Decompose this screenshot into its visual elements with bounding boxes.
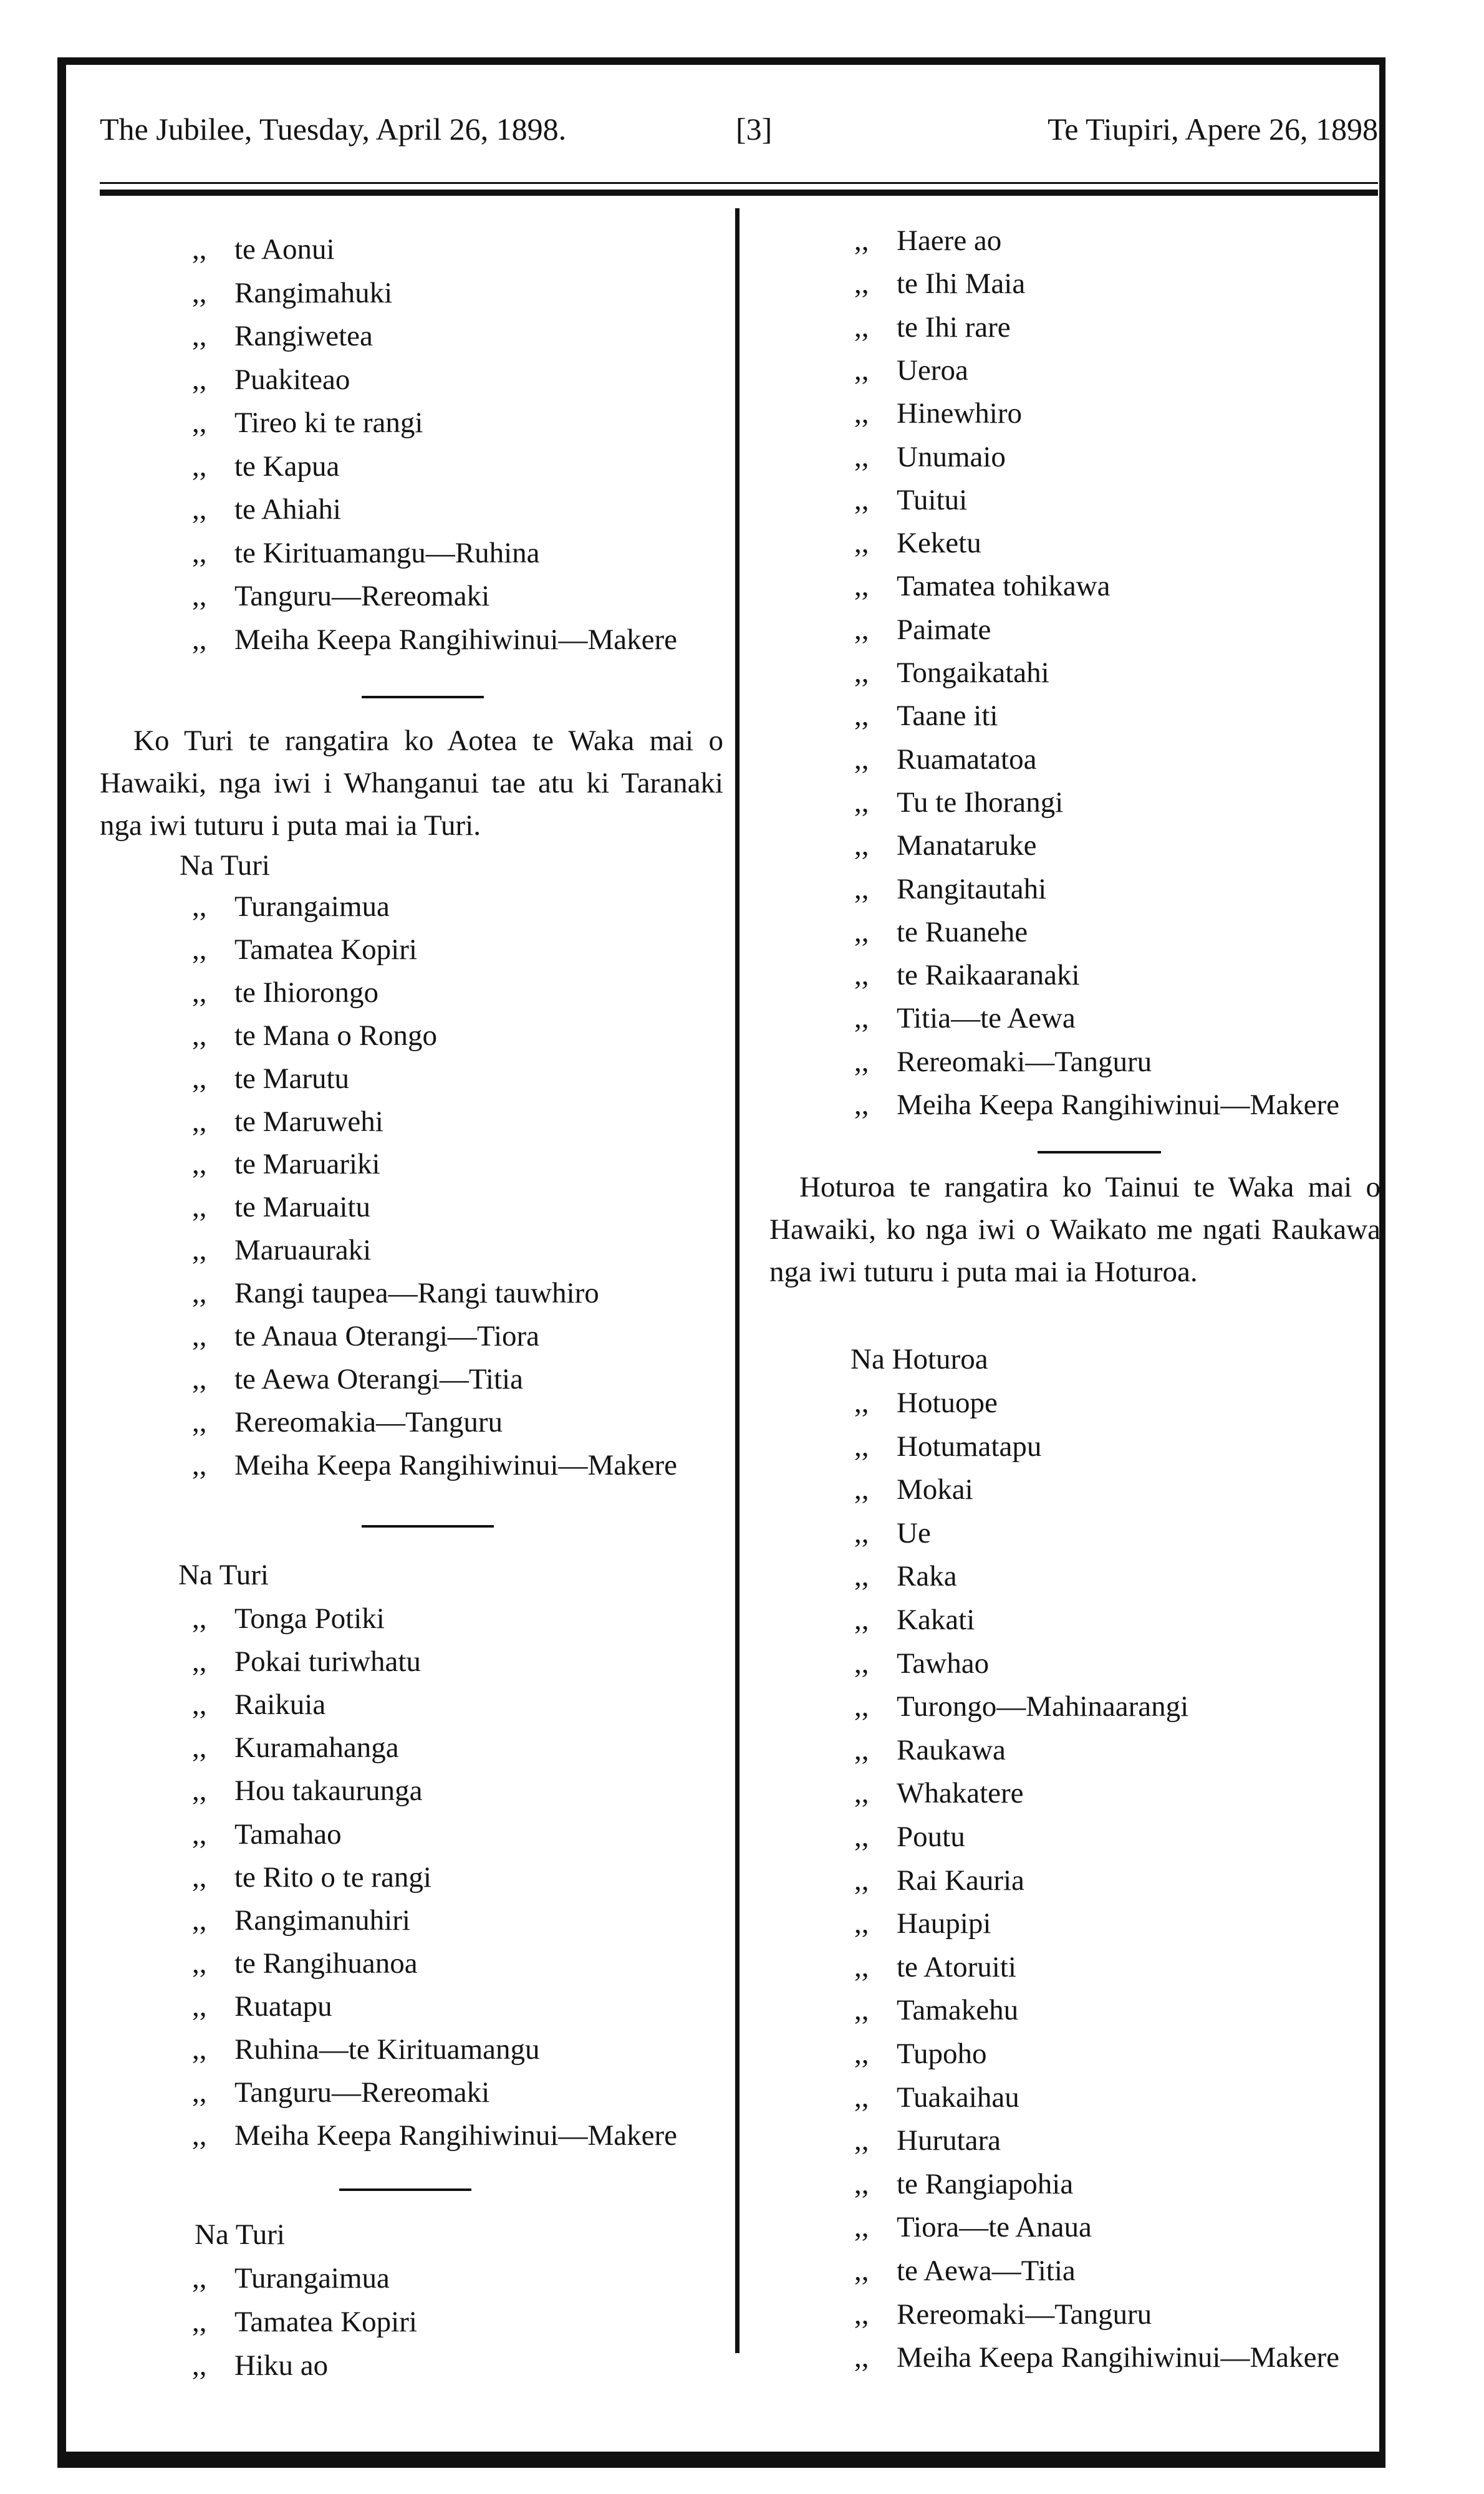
list-item [192,2260,390,2297]
list-item-text: Ruatapu [234,1990,332,2023]
list-item-text: Hotuope [897,1387,998,1419]
list-item-text: te Aonui [234,233,335,266]
list-item [854,524,981,562]
list-item [192,621,677,658]
list-item-text: te Kirituamangu—Ruhina [234,536,540,569]
list-item-text: Meiha Keepa Rangihiwinui—Makere [234,2119,678,2152]
list-item [192,361,350,398]
list-item [854,222,1001,259]
list-item [192,1902,410,1939]
list-item-text: Tireo ki te rangi [234,407,423,439]
list-item-text: Tiora—te Anaua [897,2211,1092,2244]
ditto-mark: ,, [854,786,869,819]
ditto-mark: ,, [854,397,869,430]
list-item [192,1317,539,1355]
list-item [192,534,539,572]
ditto-mark: ,, [854,657,869,689]
ditto-mark: ,, [854,1002,869,1035]
ditto-mark: ,, [854,700,869,733]
list-item [854,827,1036,864]
list-item-text: Meiha Keepa Rangihiwinui—Makere [897,1089,1340,1121]
ditto-mark: ,, [192,2306,207,2338]
list-item [854,1471,973,1508]
ditto-mark: ,, [192,1602,207,1635]
list-item-text: Mokai [897,1473,973,1506]
ditto-mark: ,, [192,2119,207,2152]
header-right-title: Te Tiupiri, Apere 26, 1898 [1048,112,1378,147]
ditto-mark: ,, [192,2033,207,2066]
list-item-text: Tongaikatahi [897,657,1049,689]
list-item [854,395,1022,432]
list-item [192,1274,599,1312]
ditto-mark: ,, [854,354,869,387]
list-item-text: te Anaua Oterangi—Tiora [234,1320,540,1352]
list-item-text: Hou takaurunga [234,1774,423,1808]
ditto-mark: ,, [192,450,207,483]
list-item-text: Puakiteao [234,363,350,396]
ditto-mark: ,, [854,1045,869,1078]
list-item-text: Hurutara [897,2124,1001,2157]
list-item-text: Meiha Keepa Rangihiwinui—Makere [897,2341,1340,2374]
list-item [192,2031,539,2068]
ditto-mark: ,, [854,613,869,646]
ditto-mark: ,, [192,1191,207,1224]
list-item-text: Haupipi [897,1907,991,1940]
list-item-text: Rereomakia—Tanguru [234,1405,503,1438]
list-item [192,1103,383,1140]
ditto-mark: ,, [192,1234,207,1267]
list-item [854,1086,1339,1124]
list-item-text: Unumaio [897,440,1006,473]
ditto-mark: ,, [854,1604,869,1636]
ditto-mark: ,, [854,1560,869,1593]
list-item [854,913,1028,951]
section-label-na-turi: Na Turi [178,1559,269,1591]
list-item-text: te Ihi rare [897,311,1011,344]
ditto-mark: ,, [854,2124,869,2157]
list-item-text: Ruamatatoa [897,743,1037,776]
list-item-text: Keketu [897,527,981,560]
list-item [854,2122,1001,2159]
ditto-mark: ,, [192,933,207,966]
section-label-na-turi: Na Turi [195,2218,285,2251]
list-item-text: Hinewhiro [897,397,1023,430]
list-item-text: Tamatea Kopiri [234,933,417,966]
ditto-mark: ,, [854,527,869,560]
list-item [854,741,1036,778]
list-item-text: Rangimahuki [234,276,393,309]
list-item [854,438,1006,476]
list-item-text: Tamahao [234,1818,342,1851]
list-item [192,404,423,441]
list-item [192,2347,328,2384]
ditto-mark: ,, [192,1861,207,1894]
ditto-mark: ,, [192,1148,207,1181]
ditto-mark: ,, [854,1473,869,1506]
ditto-mark: ,, [192,276,207,309]
list-item-text: Rangi taupea—Rangi tauwhiro [234,1277,599,1310]
list-item [854,611,991,648]
list-item [854,1774,1024,1812]
ditto-mark: ,, [192,580,207,612]
ditto-mark: ,, [192,493,207,526]
list-item-text: te Atoruiti [897,1950,1016,1983]
list-item [854,1731,1006,1769]
list-item [192,1988,332,2025]
list-item [854,1645,989,1682]
ditto-mark: ,, [854,829,869,862]
ditto-mark: ,, [854,959,869,992]
list-item [192,1403,503,1441]
list-item-text: te Maruwehi [234,1105,383,1138]
list-item [854,2339,1339,2376]
list-item-text: te Maruariki [234,1148,380,1181]
list-item-text: Rangitautahi [897,872,1047,905]
ditto-mark: ,, [854,311,869,344]
ditto-mark: ,, [854,1907,869,1940]
list-item [854,309,1011,346]
list-item-text: Ueroa [897,354,968,387]
ditto-mark: ,, [192,363,207,396]
section-label-na-hoturoa: Na Hoturoa [850,1343,988,1375]
list-item [192,1686,325,1723]
ditto-mark: ,, [192,1448,207,1481]
ditto-mark: ,, [192,2262,207,2294]
ditto-mark: ,, [854,1690,869,1723]
list-item [854,2079,1019,2116]
list-item [854,999,1076,1037]
ditto-mark: ,, [192,1362,207,1395]
list-item-text: Meiha Keepa Rangihiwinui—Makere [234,1448,678,1481]
list-item [192,1600,385,1637]
list-item [854,784,1063,821]
ditto-mark: ,, [854,872,869,905]
list-item [854,956,1080,994]
list-item-text: Titia—te Aewa [897,1002,1076,1035]
ditto-mark: ,, [854,1994,869,2027]
list-item [854,1558,957,1595]
ditto-mark: ,, [854,2255,869,2287]
list-item [192,231,335,268]
ditto-mark: ,, [854,2298,869,2331]
left-intro-paragraph: Ko Turi te rangatira ko Aotea te Waka mai o Hawaiki, nga iwi i Whanganui tae atu ki Taranaki nga iwi tuturu i puta mai ia Turi. [100,725,723,842]
list-item-text: Ruhina—te Kirituamangu [234,2033,540,2066]
page-number: [3] [736,112,773,147]
list-item [192,2117,677,2154]
list-item [854,352,968,389]
list-item [192,1060,349,1097]
ditto-mark: ,, [854,743,869,776]
list-item-text: Turongo—Mahinaarangi [897,1690,1189,1723]
list-item-text: te Ahiahi [234,493,341,526]
list-item [192,1145,380,1183]
list-item-text: te Maruaitu [234,1191,370,1224]
list-item [854,567,1111,605]
list-item [192,1772,422,1809]
list-item [854,2252,1076,2289]
list-item-text: te Ruanehe [897,915,1028,948]
ditto-mark: ,, [854,224,869,257]
ditto-mark: ,, [854,267,869,301]
list-item-text: Tu te Ihorangi [897,786,1064,819]
list-item [192,1447,677,1484]
list-item [192,1859,431,1896]
list-item [192,317,373,355]
ditto-mark: ,, [192,1818,207,1851]
list-item-text: Turangaimua [234,2262,390,2294]
list-item [854,1043,1152,1081]
list-item-text: te Raikaaranaki [897,959,1080,992]
header-rule-thin [100,182,1378,184]
ditto-mark: ,, [192,1947,207,1980]
list-item-text: te Aewa Oterangi—Titia [234,1362,523,1395]
list-item-text: Maruauraki [234,1234,372,1267]
section-divider [362,696,484,698]
list-item-text: Rangiwetea [234,320,373,352]
ditto-mark: ,, [192,1062,207,1095]
list-item [854,1905,991,1942]
list-item-text: Whakatere [897,1777,1024,1810]
list-item [192,274,392,312]
list-item [192,1643,421,1680]
list-item [854,2208,1092,2246]
section-divider [1038,1151,1161,1153]
list-item [192,888,390,925]
list-item [192,1231,371,1269]
list-item [854,2035,987,2073]
ditto-mark: ,, [192,2076,207,2109]
column-divider [735,208,740,2353]
list-item-text: te Rito o te rangi [234,1861,431,1894]
ditto-mark: ,, [854,1089,869,1121]
list-item [192,1816,342,1853]
ditto-mark: ,, [192,1904,207,1937]
list-item-text: Tamatea tohikawa [897,570,1111,603]
list-item [854,1428,1041,1465]
list-item-text: Tanguru—Rereomaki [234,580,490,612]
page-header [100,107,1378,163]
list-item-text: te Mana o Rongo [234,1019,438,1052]
list-item-text: Tanguru—Rereomaki [234,2076,490,2109]
list-item-text: Raka [897,1560,957,1593]
ditto-mark: ,, [854,2211,869,2244]
ditto-mark: ,, [854,1864,869,1897]
list-item [854,1384,998,1422]
list-item-text: Turangaimua [234,890,390,923]
ditto-mark: ,, [854,1950,869,1983]
ditto-mark: ,, [192,536,207,569]
section-divider [362,1525,494,1528]
ditto-mark: ,, [192,320,207,352]
list-item [854,1514,931,1552]
list-item-text: te Kapua [234,450,340,483]
list-item-text: Manataruke [897,829,1037,862]
list-item [192,1188,370,1226]
ditto-mark: ,, [192,1645,207,1678]
list-item [854,1862,1024,1899]
ditto-mark: ,, [192,233,207,266]
list-item-text: Rai Kauria [897,1864,1024,1897]
list-item-text: Kuramahanga [234,1731,399,1765]
list-item [192,1360,523,1398]
list-item-text: Hotumatapu [897,1430,1042,1463]
list-item-text: Raukawa [897,1733,1006,1766]
list-item-text: Pokai turiwhatu [234,1645,421,1678]
list-item-text: Tuitui [897,483,968,516]
ditto-mark: ,, [192,890,207,923]
list-item [854,654,1049,691]
ditto-mark: ,, [854,2167,869,2200]
list-item [854,2165,1073,2203]
list-item-text: Tawhao [897,1647,990,1680]
ditto-mark: ,, [854,570,869,603]
ditto-mark: ,, [854,915,869,948]
right-intro-paragraph: Hoturoa te rangatira ko Tainui te Waka mai o Hawaiki, ko nga iwi o Waikato me ngati Raukawa nga iwi tuturu i puta mai ia Hoturoa. [769,1171,1380,1288]
list-item [192,1945,418,1982]
list-item [854,2296,1152,2333]
ditto-mark: ,, [854,1647,869,1680]
list-item-text: Hiku ao [234,2349,329,2382]
ditto-mark: ,, [854,1777,869,1810]
list-item-text: Tamakehu [897,1994,1019,2027]
header-left-title: The Jubilee, Tuesday, April 26, 1898. [100,112,567,147]
list-item [854,870,1046,908]
ditto-mark: ,, [192,623,207,656]
ditto-mark: ,, [192,1105,207,1138]
ditto-mark: ,, [192,1405,207,1438]
list-item-text: te Rangiapohia [897,2167,1074,2200]
list-item [192,1729,399,1766]
ditto-mark: ,, [192,407,207,439]
list-item-text: Meiha Keepa Rangihiwinui—Makere [234,623,678,656]
list-item [854,1818,965,1856]
ditto-mark: ,, [192,1277,207,1310]
list-item [854,1688,1188,1725]
list-item-text: Ue [897,1516,931,1549]
ditto-mark: ,, [854,1387,869,1419]
header-rule-thick [100,190,1378,196]
list-item-text: Tonga Potiki [234,1602,385,1635]
list-item-text: te Marutu [234,1062,350,1095]
list-item [192,2303,417,2341]
list-item-text: te Ihi Maia [897,267,1026,301]
ditto-mark: ,, [192,1019,207,1052]
list-item [192,448,339,485]
list-item-text: te Ihiorongo [234,976,379,1009]
ditto-mark: ,, [192,1774,207,1808]
ditto-mark: ,, [854,1733,869,1766]
list-item-text: Rereomaki—Tanguru [897,2298,1152,2331]
ditto-mark: ,, [854,2341,869,2374]
list-item [854,1991,1018,2029]
ditto-mark: ,, [854,2038,869,2070]
list-item-text: Haere ao [897,224,1002,257]
list-item-text: Rereomaki—Tanguru [897,1045,1152,1078]
list-item-text: Paimate [897,613,991,646]
list-item-text: te Rangihuanoa [234,1947,418,1980]
list-item [854,697,998,734]
list-item [192,2074,489,2111]
ditto-mark: ,, [854,1430,869,1463]
ditto-mark: ,, [854,1821,869,1853]
list-item-text: Tuakaihau [897,2081,1019,2114]
list-item [192,974,378,1011]
ditto-mark: ,, [854,2081,869,2114]
ditto-mark: ,, [192,1731,207,1765]
ditto-mark: ,, [192,1320,207,1352]
list-item [854,1948,1016,1986]
ditto-mark: ,, [854,440,869,473]
section-divider [339,2188,471,2191]
list-item [192,1017,437,1054]
list-item-text: Kakati [897,1604,975,1636]
list-item [854,1601,975,1639]
list-item-text: Raikuia [234,1688,326,1721]
list-item-text: Poutu [897,1821,965,1853]
list-item-text: Rangimanuhiri [234,1904,410,1937]
list-item-text: Tamatea Kopiri [234,2306,417,2338]
ditto-mark: ,, [192,976,207,1009]
list-item [854,265,1025,302]
list-item [192,577,489,615]
list-item-text: Taane iti [897,700,998,733]
list-item-text: te Aewa—Titia [897,2255,1076,2287]
ditto-mark: ,, [854,483,869,516]
list-item [854,481,967,519]
ditto-mark: ,, [854,1516,869,1549]
ditto-mark: ,, [192,1688,207,1721]
list-item [192,491,341,528]
ditto-mark: ,, [192,2349,207,2382]
list-item-text: Tupoho [897,2038,987,2070]
section-label-na-turi: Na Turi [180,849,270,882]
ditto-mark: ,, [192,1990,207,2023]
list-item [192,931,417,968]
